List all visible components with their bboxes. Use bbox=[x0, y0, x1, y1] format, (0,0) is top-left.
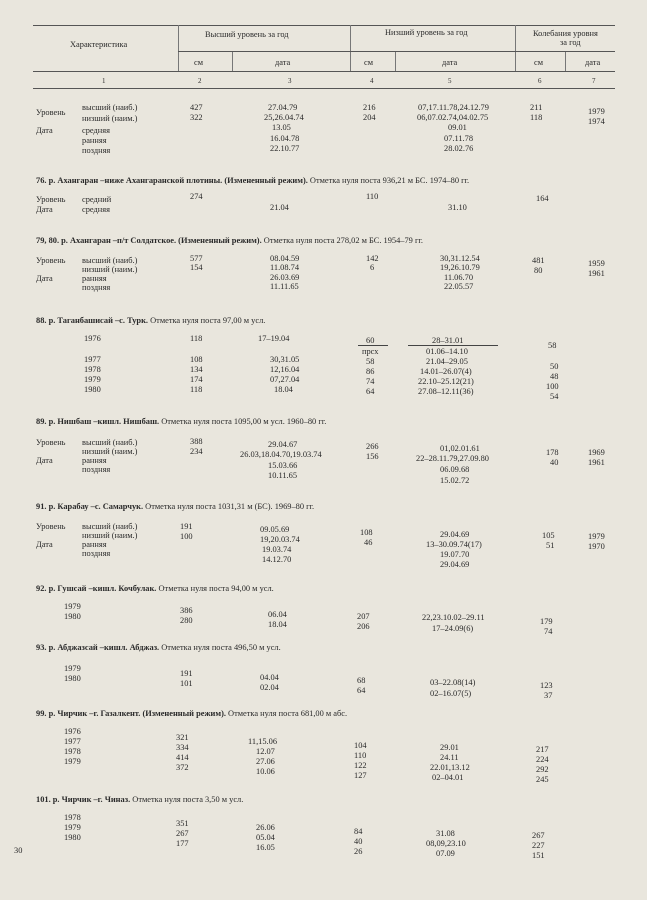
cell: 110 bbox=[354, 751, 367, 760]
section-details: Отметка нуля поста 936,21 м БС. 1974–80 гг. bbox=[309, 176, 470, 185]
section-heading bbox=[36, 316, 265, 326]
cell: 234 bbox=[190, 447, 203, 456]
header-date: дата bbox=[442, 58, 458, 67]
cell: 50 bbox=[550, 362, 559, 371]
label-highest: высший (наиб.) bbox=[82, 522, 138, 531]
cell: 6 bbox=[370, 263, 375, 272]
label-highest: высший (наиб.) bbox=[82, 256, 138, 265]
cell: 18.04 bbox=[268, 620, 287, 629]
cell: 02–04.01 bbox=[432, 773, 464, 782]
cell: 151 bbox=[532, 851, 545, 860]
section-title: р. Карабау –с. Самарчук. bbox=[48, 502, 144, 511]
cell: 11.08.74 bbox=[270, 263, 300, 272]
label-late: поздняя bbox=[82, 146, 111, 155]
cell: 74 bbox=[366, 377, 375, 386]
cell: 22.10–25.12(21) bbox=[418, 377, 474, 386]
cell: 372 bbox=[176, 763, 189, 772]
section-title: р. Гушсай –кишл. Кочбулак. bbox=[48, 584, 157, 593]
cell: 10.11.65 bbox=[268, 471, 298, 480]
cell: 118 bbox=[530, 113, 543, 122]
label-date: Дата bbox=[36, 205, 53, 214]
cell: 204 bbox=[363, 113, 376, 122]
header-fluctuation: Колебания уровня bbox=[533, 29, 598, 38]
header-max-level: Высший уровень за год bbox=[205, 30, 289, 39]
label-early: ранняя bbox=[82, 274, 107, 283]
fraction-bar bbox=[358, 345, 388, 346]
header-divider bbox=[178, 25, 179, 71]
cell: 46 bbox=[364, 538, 373, 547]
label-early: ранняя bbox=[82, 136, 107, 145]
cell: 05.04 bbox=[256, 833, 275, 842]
cell: 02–16.07(5) bbox=[430, 689, 472, 698]
cell: 21.04–29.05 bbox=[426, 357, 468, 366]
cell: 19,26.10.79 bbox=[440, 263, 480, 272]
cell: 224 bbox=[536, 755, 549, 764]
section-title: р. Ахангаран –ниже Ахангаранской плотины. (Измененный режим). bbox=[48, 176, 308, 185]
cell: 22–28.11.79,27.09.80 bbox=[416, 454, 489, 463]
cell: 08.04.59 bbox=[270, 254, 300, 263]
cell: 06.09.68 bbox=[440, 465, 470, 474]
cell: 108 bbox=[190, 355, 203, 364]
cell: 11.06.70 bbox=[444, 273, 474, 282]
cell: 21.04 bbox=[270, 203, 289, 212]
cell: 207 bbox=[357, 612, 370, 621]
header-date: дата bbox=[585, 58, 601, 67]
section-details: Отметка нуля поста 681,00 м абс. bbox=[228, 709, 348, 718]
label-average: средняя bbox=[82, 126, 110, 135]
section-title: р. Ахангаран –п/т Солдатское. (Измененный режим). bbox=[61, 236, 262, 245]
label-early: ранняя bbox=[82, 540, 107, 549]
header-rule bbox=[33, 71, 615, 72]
cell: 292 bbox=[536, 765, 549, 774]
cell: 08,09,23.10 bbox=[426, 839, 466, 848]
cell: 134 bbox=[190, 365, 203, 374]
col-number: 2 bbox=[198, 77, 202, 85]
section-details: Отметка нуля поста 1031,31 м (БС). 1969–80 гг. bbox=[145, 502, 315, 511]
cell: 1970 bbox=[588, 542, 605, 551]
cell: 30,31.12.54 bbox=[440, 254, 480, 263]
cell: 01,02.01.61 bbox=[440, 444, 480, 453]
header-min-level: Низший уровень за год bbox=[385, 28, 468, 37]
header-sub-rule bbox=[178, 51, 615, 52]
section-heading bbox=[36, 709, 347, 719]
cell: 12,16.04 bbox=[270, 365, 300, 374]
year-label: 1980 bbox=[64, 833, 81, 842]
cell: 156 bbox=[366, 452, 379, 461]
cell: 104 bbox=[354, 741, 367, 750]
year-label: 1976 bbox=[64, 727, 81, 736]
cell: 09.05.69 bbox=[260, 525, 290, 534]
cell: 577 bbox=[190, 254, 203, 263]
header-divider bbox=[350, 25, 351, 71]
cell: 321 bbox=[176, 733, 189, 742]
cell: 12.07 bbox=[256, 747, 275, 756]
label-lowest: низший (наим.) bbox=[82, 531, 138, 540]
cell: 37 bbox=[544, 691, 553, 700]
cell: 386 bbox=[180, 606, 193, 615]
cell: 64 bbox=[366, 387, 375, 396]
cell: 105 bbox=[542, 531, 555, 540]
cell: 02.04 bbox=[260, 683, 279, 692]
label-late: поздняя bbox=[82, 549, 111, 558]
section-number: 76. bbox=[36, 176, 47, 185]
cell: 1969 bbox=[588, 448, 605, 457]
cell: 14.01–26.07(4) bbox=[420, 367, 472, 376]
cell: 25,26.04.74 bbox=[264, 113, 304, 122]
label-highest: высший (наиб.) bbox=[82, 438, 138, 447]
year-label: 1976 bbox=[84, 334, 101, 343]
col-number: 4 bbox=[370, 77, 374, 85]
cell: 16.04.78 bbox=[270, 134, 300, 143]
cell: 274 bbox=[190, 192, 203, 201]
cell: 29.04.69 bbox=[440, 530, 470, 539]
label-lowest: низший (наим.) bbox=[82, 114, 138, 123]
year-label: 1978 bbox=[64, 747, 81, 756]
cell: 06.04 bbox=[268, 610, 287, 619]
section-details: Отметка нуля поста 94,00 м усл. bbox=[158, 584, 274, 593]
cell: 1961 bbox=[588, 269, 605, 278]
year-label: 1979 bbox=[64, 664, 81, 673]
cell: 68 bbox=[357, 676, 366, 685]
cell: 31.08 bbox=[436, 829, 455, 838]
col-number: 6 bbox=[538, 77, 542, 85]
cell: 48 bbox=[550, 372, 559, 381]
section-details: Отметка нуля поста 278,02 м БС. 1954–79 гг. bbox=[263, 236, 423, 245]
cell: 58 bbox=[548, 341, 557, 350]
label-level: Уровень bbox=[36, 522, 66, 531]
section-number: 91. bbox=[36, 502, 47, 511]
cell: 142 bbox=[366, 254, 379, 263]
cell: 28.02.76 bbox=[444, 144, 474, 153]
cell: 427 bbox=[190, 103, 203, 112]
year-label: 1980 bbox=[84, 385, 101, 394]
label-date: Дата bbox=[36, 456, 53, 465]
cell: 351 bbox=[176, 819, 189, 828]
label-date: Дата bbox=[36, 274, 53, 283]
cell: 108 bbox=[360, 528, 373, 537]
cell: 13.05 bbox=[272, 123, 291, 132]
cell: 266 bbox=[366, 442, 379, 451]
section-number: 89. bbox=[36, 417, 47, 426]
year-label: 1980 bbox=[64, 674, 81, 683]
cell: 414 bbox=[176, 753, 189, 762]
section-details: Отметка нуля поста 3,50 м усл. bbox=[132, 795, 244, 804]
cell: 54 bbox=[550, 392, 559, 401]
cell: 14.12.70 bbox=[262, 555, 292, 564]
header-cm: см bbox=[364, 58, 374, 67]
section-heading bbox=[36, 643, 281, 653]
section-number: 101. bbox=[36, 795, 51, 804]
cell: 07,17.11.78,24.12.79 bbox=[418, 103, 489, 112]
section-title: р. Чирчик –г. Газалкент. (Измененный режим). bbox=[48, 709, 226, 718]
section-title: р. Таганбашисай –с. Турк. bbox=[48, 316, 149, 325]
cell: 16.05 bbox=[256, 843, 275, 852]
year-label: 1980 bbox=[64, 612, 81, 621]
cell: 07.09 bbox=[436, 849, 455, 858]
section-heading bbox=[36, 176, 469, 186]
year-label: 1978 bbox=[64, 813, 81, 822]
cell: 1959 bbox=[588, 259, 605, 268]
year-label: 1978 bbox=[84, 365, 101, 374]
cell: 09.01 bbox=[448, 123, 467, 132]
section-details: Отметка нуля поста 496,50 м усл. bbox=[161, 643, 281, 652]
cell: 100 bbox=[180, 532, 193, 541]
cell: 19,20.03.74 bbox=[260, 535, 300, 544]
cell: 10.06 bbox=[256, 767, 275, 776]
cell: 174 bbox=[190, 375, 203, 384]
cell: 178 bbox=[546, 448, 559, 457]
section-title: р. Чирчик –г. Чиназ. bbox=[52, 795, 131, 804]
col-number: 1 bbox=[102, 77, 106, 85]
section-number: 88. bbox=[36, 316, 47, 325]
header-top-rule bbox=[33, 25, 615, 26]
cell: 123 bbox=[540, 681, 553, 690]
section-number: 92. bbox=[36, 584, 47, 593]
cell: 29.04.69 bbox=[440, 560, 470, 569]
year-label: 1977 bbox=[64, 737, 81, 746]
cell: 216 bbox=[363, 103, 376, 112]
cell: 64 bbox=[357, 686, 366, 695]
col-number: 5 bbox=[448, 77, 452, 85]
cell: 40 bbox=[354, 837, 363, 846]
cell: 334 bbox=[176, 743, 189, 752]
cell: 26.03,18.04.70,19.03.74 bbox=[240, 450, 322, 459]
cell: 40 bbox=[550, 458, 559, 467]
cell: 22.10.77 bbox=[270, 144, 300, 153]
section-title: р. Нишбаш –кишл. Нишбаш. bbox=[48, 417, 160, 426]
cell: 118 bbox=[190, 334, 203, 343]
header-divider bbox=[232, 51, 233, 71]
page-number: 30 bbox=[14, 846, 23, 855]
section-number: 79, 80. bbox=[36, 236, 60, 245]
cell: 27.06 bbox=[256, 757, 275, 766]
cell: 29.01 bbox=[440, 743, 459, 752]
section-heading bbox=[36, 584, 274, 594]
cell: 1979 bbox=[588, 532, 605, 541]
cell: 110 bbox=[366, 192, 379, 201]
cell: 26.06 bbox=[256, 823, 275, 832]
cell: 27.08–12.11(36) bbox=[418, 387, 474, 396]
section-number: 93. bbox=[36, 643, 47, 652]
cell: 84 bbox=[354, 827, 363, 836]
cell: 211 bbox=[530, 103, 543, 112]
cell: 191 bbox=[180, 669, 193, 678]
cell: 22,23.10.02–29.11 bbox=[422, 613, 485, 622]
cell: 22.05.57 bbox=[444, 282, 474, 291]
cell: 17–24.09(6) bbox=[432, 624, 474, 633]
header-date: дата bbox=[275, 58, 291, 67]
section-details: Отметка нуля поста 97,00 м усл. bbox=[150, 316, 266, 325]
cell: 01.06–14.10 bbox=[426, 347, 468, 356]
label-late: поздняя bbox=[82, 283, 111, 292]
header-bottom-rule bbox=[33, 88, 615, 89]
cell: 322 bbox=[190, 113, 203, 122]
cell: 154 bbox=[190, 263, 203, 272]
label-late: поздняя bbox=[82, 465, 111, 474]
cell: 28–31.01 bbox=[432, 336, 464, 345]
cell: 24.11 bbox=[440, 753, 459, 762]
cell: 206 bbox=[357, 622, 370, 631]
cell: 07.11.78 bbox=[444, 134, 474, 143]
header-divider bbox=[395, 51, 396, 71]
cell: 86 bbox=[366, 367, 375, 376]
cell: 80 bbox=[534, 266, 543, 275]
header-fluctuation-2: за год bbox=[560, 38, 581, 47]
header-divider bbox=[565, 51, 566, 71]
section-details: Отметка нуля поста 1095,00 м усл. 1960–80 гг. bbox=[161, 417, 327, 426]
cell: 06,07.02.74,04.02.75 bbox=[417, 113, 489, 122]
cell: 127 bbox=[354, 771, 367, 780]
fraction-bar bbox=[408, 345, 498, 346]
label-lowest: низший (наим.) bbox=[82, 265, 138, 274]
label-level: Уровень bbox=[36, 438, 66, 447]
header-divider bbox=[515, 25, 516, 71]
cell: 15.02.72 bbox=[440, 476, 470, 485]
cell: 1961 bbox=[588, 458, 605, 467]
label-level: Уровень bbox=[36, 195, 66, 204]
cell: 74 bbox=[544, 627, 553, 636]
year-label: 1979 bbox=[84, 375, 101, 384]
cell: 1979 bbox=[588, 107, 605, 116]
cell: 191 bbox=[180, 522, 193, 531]
cell: 17–19.04 bbox=[258, 334, 290, 343]
cell: 280 bbox=[180, 616, 193, 625]
cell: 101 bbox=[180, 679, 193, 688]
cell: 11.11.65 bbox=[270, 282, 299, 291]
year-label: 1979 bbox=[64, 757, 81, 766]
section-heading bbox=[36, 502, 314, 512]
section-heading bbox=[36, 795, 243, 805]
cell: 217 bbox=[536, 745, 549, 754]
cell: 03–22.08(14) bbox=[430, 678, 476, 687]
label-early: ранняя bbox=[82, 456, 107, 465]
label-level: Уровень bbox=[36, 108, 66, 117]
prsp-label: прсх bbox=[362, 347, 379, 356]
label-lowest: низший (наим.) bbox=[82, 447, 138, 456]
cell: 164 bbox=[536, 194, 549, 203]
col-number: 7 bbox=[592, 77, 596, 85]
cell: 26.03.69 bbox=[270, 273, 300, 282]
cell: 267 bbox=[532, 831, 545, 840]
section-number: 99. bbox=[36, 709, 47, 718]
header-cm: см bbox=[534, 58, 544, 67]
cell: 1974 bbox=[588, 117, 605, 126]
cell: 19.07.70 bbox=[440, 550, 470, 559]
cell: 30,31.05 bbox=[270, 355, 300, 364]
cell: 22.01,13.12 bbox=[430, 763, 470, 772]
cell: 04.04 bbox=[260, 673, 279, 682]
cell: 118 bbox=[190, 385, 203, 394]
cell: 51 bbox=[546, 541, 555, 550]
cell: 27.04.79 bbox=[268, 103, 298, 112]
cell: 19.03.74 bbox=[262, 545, 292, 554]
cell: 13–30.09.74(17) bbox=[426, 540, 482, 549]
cell: 100 bbox=[546, 382, 559, 391]
cell: 58 bbox=[366, 357, 375, 366]
header-characteristic: Характеристика bbox=[70, 40, 128, 49]
section-heading bbox=[36, 417, 326, 427]
year-label: 1977 bbox=[84, 355, 101, 364]
label-level: Уровень bbox=[36, 256, 66, 265]
label-average: средняя bbox=[82, 205, 110, 214]
cell: 15.03.66 bbox=[268, 461, 298, 470]
label-highest: высший (наиб.) bbox=[82, 103, 138, 112]
cell: 60 bbox=[366, 336, 375, 345]
cell: 267 bbox=[176, 829, 189, 838]
cell: 179 bbox=[540, 617, 553, 626]
cell: 18.04 bbox=[274, 385, 293, 394]
label-date: Дата bbox=[36, 126, 53, 135]
cell: 07,27.04 bbox=[270, 375, 300, 384]
cell: 177 bbox=[176, 839, 189, 848]
cell: 227 bbox=[532, 841, 545, 850]
cell: 122 bbox=[354, 761, 367, 770]
header-cm: см bbox=[194, 58, 204, 67]
cell: 245 bbox=[536, 775, 549, 784]
cell: 481 bbox=[532, 256, 545, 265]
cell: 26 bbox=[354, 847, 363, 856]
cell: 11,15.06 bbox=[248, 737, 278, 746]
cell: 388 bbox=[190, 437, 203, 446]
label-average: средний bbox=[82, 195, 112, 204]
section-heading bbox=[36, 236, 423, 246]
cell: 31.10 bbox=[448, 203, 467, 212]
year-label: 1979 bbox=[64, 823, 81, 832]
label-date: Дата bbox=[36, 540, 53, 549]
col-number: 3 bbox=[288, 77, 292, 85]
cell: 29.04.67 bbox=[268, 440, 298, 449]
year-label: 1979 bbox=[64, 602, 81, 611]
section-title: р. Абджазсай –кишл. Абджаз. bbox=[48, 643, 160, 652]
